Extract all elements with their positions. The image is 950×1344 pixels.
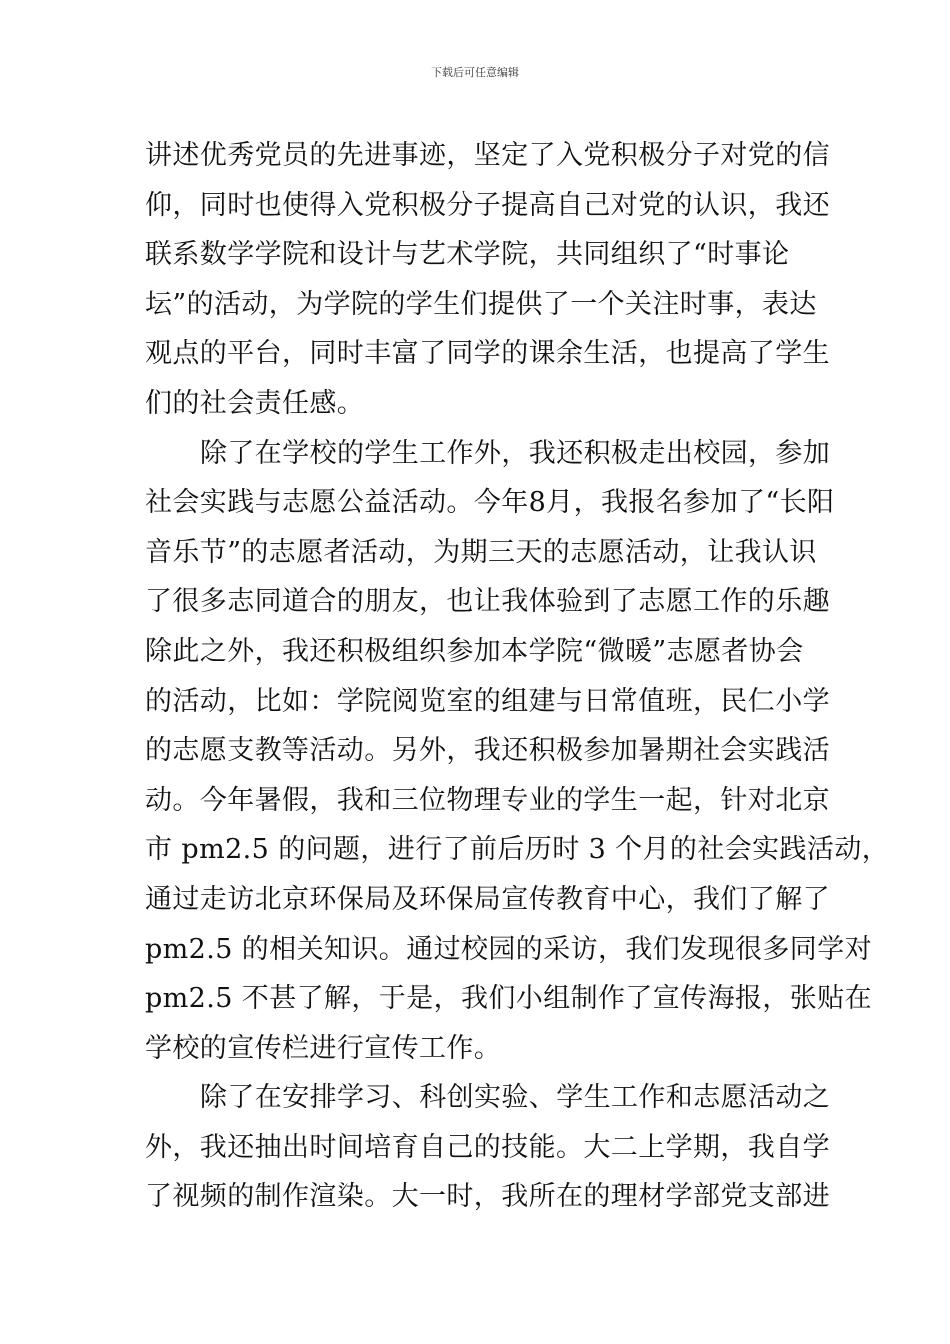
text-line: 联系数学学院和设计与艺术学院，共同组织了“时事论 xyxy=(145,239,790,271)
text-line: 讲述优秀党员的先进事迹，坚定了入党积极分子对党的信 xyxy=(145,140,830,171)
text-line: 社会实践与志愿公益活动。今年8月，我报名参加了“长阳 xyxy=(145,487,835,519)
document-body xyxy=(145,131,890,1222)
paragraph xyxy=(145,1073,831,1222)
page-header: 下载后可任意编辑 xyxy=(431,66,519,79)
text-line: 外，我还抽出时间培育自己的技能。大二上学期，我自学 xyxy=(145,1131,830,1163)
text-line: 坛”的活动，为学院的学生们提供了一个关注时事，表达 xyxy=(145,288,817,320)
paragraph xyxy=(145,131,830,429)
text-line: 除了在学校的学生工作外，我还积极走出校园，参加 xyxy=(200,437,831,469)
text-line: 了很多志同道合的朋友，也让我体验到了志愿工作的乐趣 xyxy=(145,586,830,618)
text-line: 学校的宣传栏进行宣传工作。 xyxy=(145,1032,502,1064)
text-line: 的活动，比如：学院阅览室的组建与日常值班，民仁小学 xyxy=(145,685,830,717)
text-line: 了视频的制作渲染。大一时，我所在的理材学部党支部进 xyxy=(145,1181,830,1213)
text-line: 市 pm2.5 的问题，进行了前后历时 3 个月的社会实践活动， xyxy=(145,834,890,866)
text-line: 们的社会责任感。 xyxy=(145,387,365,419)
paragraph xyxy=(145,429,890,1074)
text-line: 的志愿支教等活动。另外，我还积极参加暑期社会实践活 xyxy=(145,735,830,767)
text-line: 通过走访北京环保局及环保局宣传教育中心，我们了解了 xyxy=(145,883,830,915)
text-line: 音乐节”的志愿者活动，为期三天的志愿活动，让我认识 xyxy=(145,536,817,568)
text-line: 除了在安排学习、科创实验、学生工作和志愿活动之 xyxy=(200,1082,831,1114)
text-line: pm2.5 不甚了解，于是，我们小组制作了宣传海报，张贴在 xyxy=(145,983,873,1015)
text-line: 仰，同时也使得入党积极分子提高自己对党的认识，我还 xyxy=(145,189,830,221)
text-line: 除此之外，我还积极组织参加本学院“微暖”志愿者协会 xyxy=(145,635,804,667)
text-line: pm2.5 的相关知识。通过校园的采访，我们发现很多同学对 xyxy=(145,933,873,965)
text-line: 动。今年暑假，我和三位物理专业的学生一起，针对北京 xyxy=(145,784,830,816)
text-line: 观点的平台，同时丰富了同学的课余生活，也提高了学生 xyxy=(145,338,830,370)
